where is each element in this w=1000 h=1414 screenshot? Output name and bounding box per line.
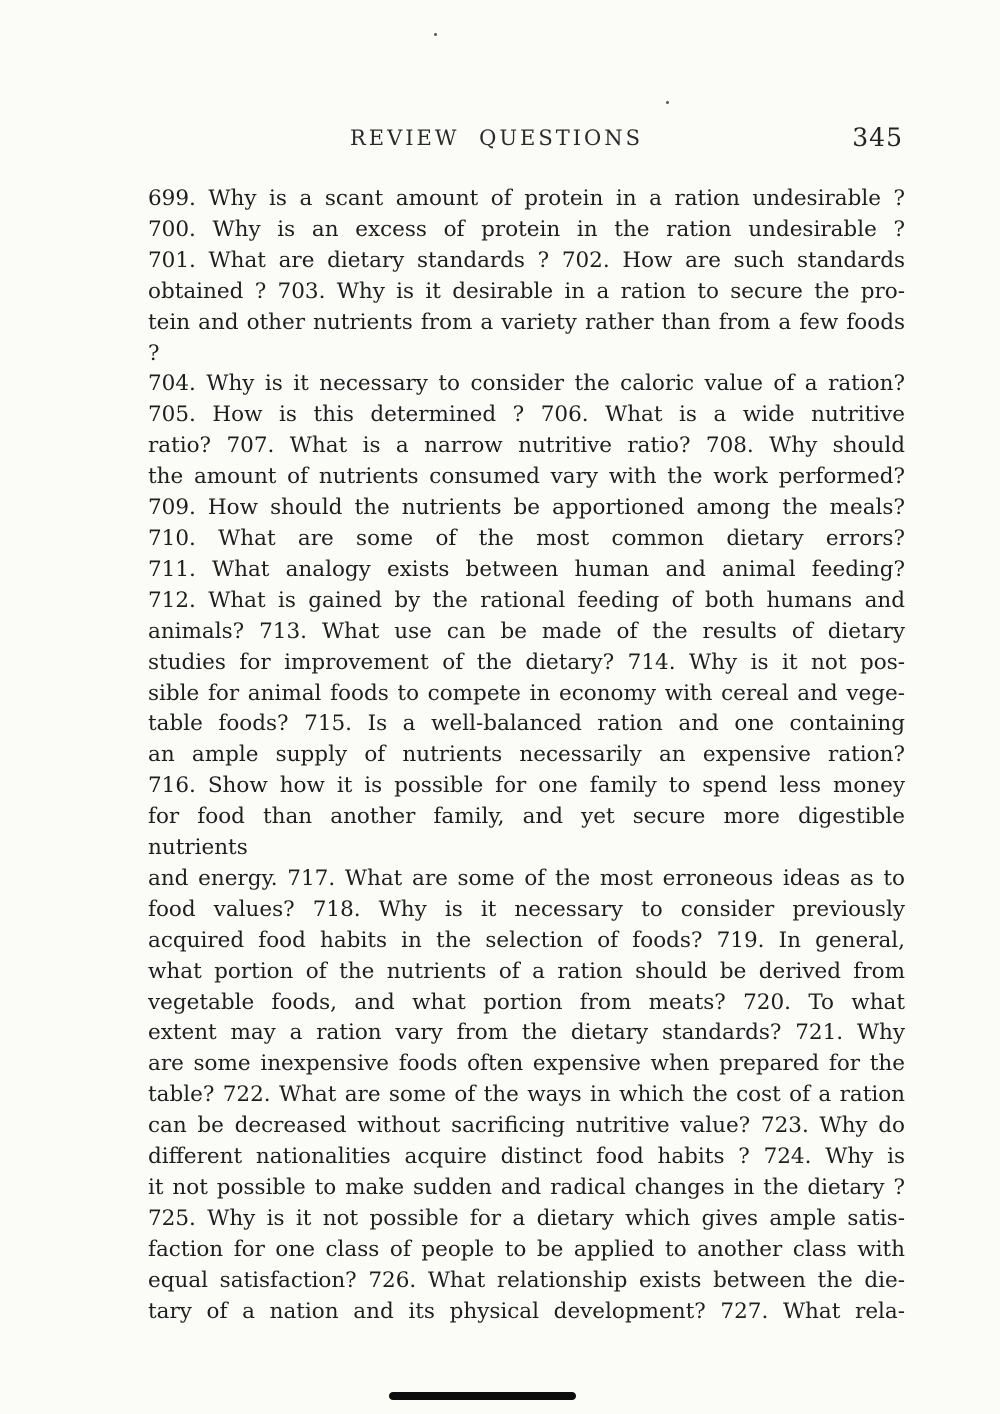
text-line: acquired food habits in the selection of foods? 719. In general, — [148, 927, 905, 953]
text-line: food values? 718. Why is it necessary to consider previously — [148, 896, 905, 922]
text-line: vegetable foods, and what portion from meats? 720. To what — [148, 989, 905, 1015]
scan-speck — [434, 33, 437, 36]
text-line: different nationalities acquire distinct food habits ? 724. Why is — [148, 1144, 905, 1170]
review-questions-text — [148, 184, 905, 1328]
text-line: 725. Why is it not possible for a dietary which gives ample satis- — [148, 1205, 905, 1231]
text-line: table foods? 715. Is a well-balanced ration and one containing — [148, 711, 905, 737]
text-line: 701. What are dietary standards ? 702. How are such standards — [148, 247, 905, 273]
page-header — [148, 123, 905, 162]
text-line: 700. Why is an excess of protein in the ration undesirable ? — [148, 216, 905, 242]
text-line: 705. How is this determined ? 706. What is a wide nutritive — [148, 402, 905, 428]
text-line: can be decreased without sacrificing nutritive value? 723. Why do — [148, 1113, 905, 1139]
text-line: an ample supply of nutrients necessarily an expensive ration? — [148, 742, 905, 768]
text-line: animals? 713. What use can be made of the results of dietary — [148, 618, 905, 644]
text-line: tary of a nation and its physical development? 727. What rela- — [148, 1298, 905, 1324]
page-number: 345 — [852, 123, 903, 152]
scan-artifact — [389, 1392, 576, 1400]
text-line: faction for one class of people to be applied to another class with — [148, 1236, 905, 1262]
text-line: studies for improvement of the dietary? 714. Why is it not pos- — [148, 649, 905, 675]
text-line: equal satisfaction? 726. What relationship exists between the die- — [148, 1267, 905, 1293]
text-line: what portion of the nutrients of a ration should be derived from — [148, 958, 905, 984]
text-line: are some inexpensive foods often expensive when prepared for the — [148, 1051, 905, 1077]
text-line: 712. What is gained by the rational feeding of both humans and — [148, 587, 905, 613]
scan-speck — [666, 101, 669, 104]
text-line: 709. How should the nutrients be apportioned among the meals? — [148, 495, 905, 521]
text-line: 716. Show how it is possible for one family to spend less money — [148, 773, 905, 799]
text-line: 704. Why is it necessary to consider the caloric value of a ration? — [148, 371, 905, 397]
text-line: extent may a ration vary from the dietary standards? 721. Why — [148, 1020, 905, 1046]
text-line: the amount of nutrients consumed vary with the work performed? — [148, 464, 905, 490]
text-line: obtained ? 703. Why is it desirable in a ration to secure the pro- — [148, 278, 905, 304]
text-line: 699. Why is a scant amount of protein in a ration undesirable ? — [148, 186, 905, 211]
running-title: REVIEW QUESTIONS — [349, 126, 644, 150]
text-line: for food than another family, and yet secure more digestible nutrients — [148, 804, 905, 861]
text-line: 711. What analogy exists between human and animal feeding? — [148, 556, 905, 582]
text-line: ratio? 707. What is a narrow nutritive ratio? 708. Why should — [148, 433, 905, 459]
text-line: tein and other nutrients from a variety rather than from a few foods ? — [148, 309, 905, 366]
text-line: table? 722. What are some of the ways in which the cost of a ration — [148, 1082, 905, 1108]
text-line: it not possible to make sudden and radical changes in the dietary ? — [148, 1175, 905, 1200]
text-line: sible for animal foods to compete in economy with cereal and vege- — [148, 680, 905, 706]
text-line: 710. What are some of the most common dietary errors? — [148, 525, 905, 551]
text-line: and energy. 717. What are some of the most erroneous ideas as to — [148, 865, 905, 891]
